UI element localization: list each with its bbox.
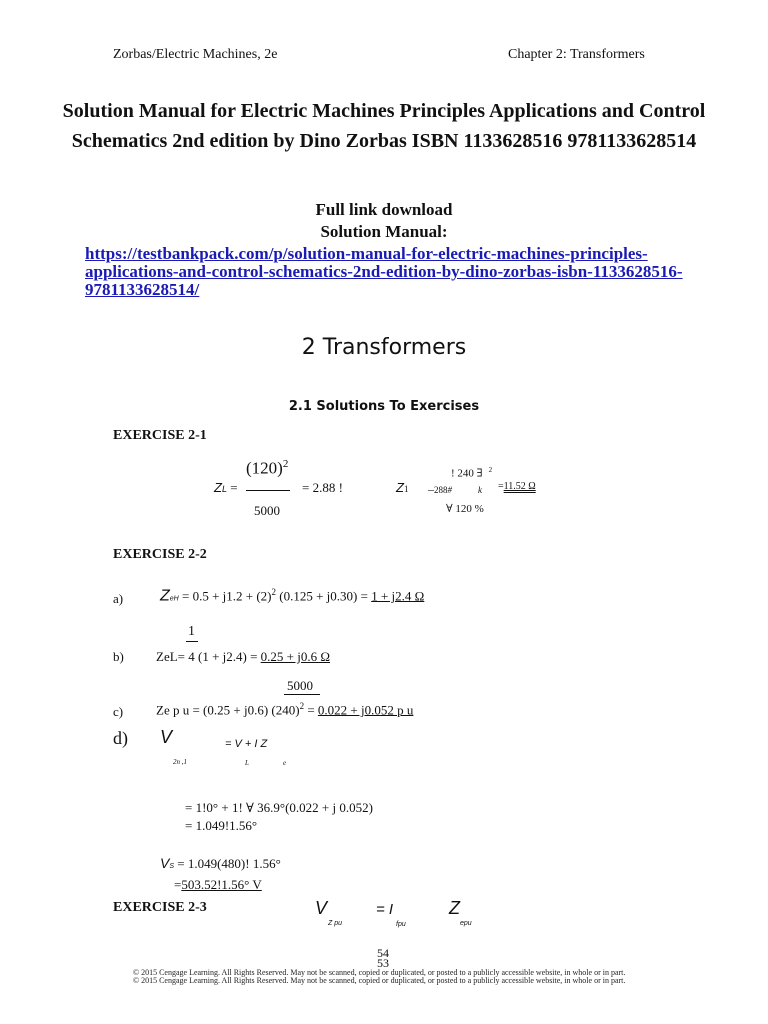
download-link[interactable]: https://testbankpack.com/p/solution-manual-for-electric-machines-principles-applications-and-control-schematics-2nd-edition-by-dino-zorbas-isbn-1133628516-9781133628514/ [85,244,683,299]
z1-bottom-expression: ∀ 120 % [446,503,484,515]
vs-equation: VS = 1.049(480)! 1.56° [160,855,281,871]
ex3-sub-zpu: Z pu [328,920,343,927]
z1-equation-label: Z1 [396,480,409,495]
ex3-voltage-symbol: V [315,898,328,918]
zl-result: = 2.88 ! [302,480,343,495]
part-b-equation: ZeL= 4 (1 + j2.4) = 0.25 + j0.6 Ω [156,649,331,664]
vs-result: =503.52!1.56° V [174,877,262,892]
page-number-54: 54 [377,946,389,960]
part-d-voltage: V [160,727,173,747]
z1-middle-expression: –288# k [428,482,482,496]
part-c-fraction-bar [284,694,320,695]
section-title: 2.1 Solutions To Exercises [288,399,480,414]
copyright-line-2: © 2015 Cengage Learning. All Rights Reserved. May not be scanned, copied or duplicated, or posted to a publicly accessible website, in whole or in part. [133,976,626,985]
page-number-53: 53 [377,956,389,970]
download-label: Full link download [315,200,453,219]
part-d-equation: = V + I Z [225,738,268,750]
part-d-step1: = 1!0° + 1! ∀ 36.9°(0.022 + j 0.052) [185,800,373,815]
part-d-label: d) [113,728,128,748]
part-c-numerator: 5000 [287,678,313,693]
header-chapter: Chapter 2: Transformers [508,47,645,62]
zl-fraction-bar [246,490,290,491]
copyright-line-1: © 2015 Cengage Learning. All Rights Reserved. May not be scanned, copied or duplicated, or posted to a publicly accessible website, in whole or in part. [133,968,626,977]
ex3-impedance-symbol: Z [449,898,460,918]
part-a-equation: ZeH = $0.5 + j1.2 + (2)^2$ (0.125 + j0.30) = 1 + j2.4 Ω [160,587,425,605]
part-d-sub-L: L [245,759,249,767]
exercise-2-3-heading: EXERCISE 2-3 [113,900,207,915]
z1-top-expression: ! 240 ∃ $^2$ [451,466,493,480]
exercise-2-2-heading: EXERCISE 2-2 [113,547,207,562]
header-book-title: Zorbas/Electric Machines, 2e [113,47,278,62]
ex3-sub-epu: epu [460,920,472,927]
part-b-fraction-bar [186,641,198,642]
part-c-equation: Ze p u = (0.25 + j0.6) $(240)^2 = 0.022 + j0.052$ p u [156,701,414,718]
part-d-sub-e: e [283,759,287,767]
zl-denominator: 5000 [254,503,280,518]
chapter-title: 2 Transformers [301,335,467,360]
zl-numerator: $(120)^2$ [246,458,289,478]
document-title: Solution Manual for Electric Machines Principles Applications and Control Schematics 2nd edition by Dino Zorbas ISBN 1133628516 9781133628514 [62,100,706,152]
solution-manual-label: Solution Manual: [320,222,448,241]
ex3-current-symbol: = I [376,901,394,918]
part-b-numerator: 1 [188,624,195,639]
part-a-label: a) [113,591,124,606]
z1-result: =11.52 Ω [498,481,536,492]
exercise-2-1-heading: EXERCISE 2-1 [113,428,207,443]
zl-equation-label: ZL = [214,480,238,495]
part-c-label: c) [113,704,124,719]
part-b-label: b) [113,649,124,664]
part-d-sub-2n1: 2n ,1 [173,758,187,766]
ex3-sub-fpu: fpu [396,921,406,928]
part-d-step2: = 1.049!1.56° [185,818,258,833]
